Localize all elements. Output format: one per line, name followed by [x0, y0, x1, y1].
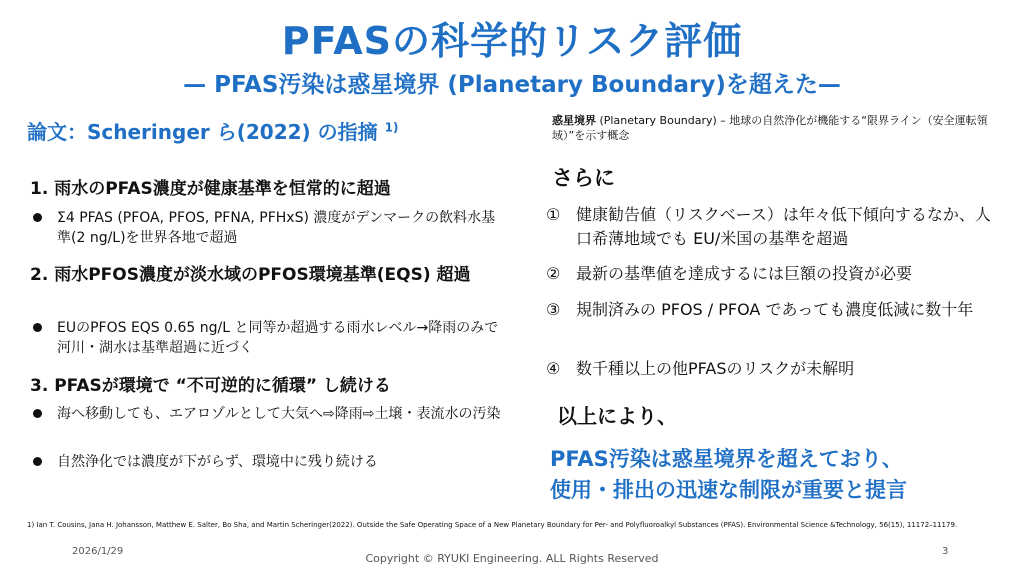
paper-reference-text: 論文：Scheringer ら(2022) の指摘	[27, 120, 378, 144]
bullet-text: EUのPFOS EQS 0.65 ng/L と同等か超過する雨水レベル→降雨のみで河川・湖水は基準超過に近づく	[57, 320, 499, 356]
copyright-notice: Copyright © RYUKI Engineering. ALL Rights Reserved	[365, 552, 659, 565]
bullet-dot-icon	[33, 409, 42, 418]
numbered-point-1	[546, 203, 1006, 253]
footnote-marker: 1)	[384, 120, 399, 135]
point-text: 規制済みの PFOS / PFOA であっても濃度低減に数十年	[576, 300, 974, 319]
point-marker: ①	[546, 205, 561, 224]
numbered-point-3	[546, 298, 1006, 348]
point-text: 数千種以上の他PFASのリスクが未解明	[576, 359, 855, 378]
numbered-point-2	[546, 262, 1006, 288]
point-marker: ③	[546, 300, 561, 319]
definition-text: (Planetary Boundary) – 地球の自然浄化が機能する“限界ライン（安全運転領域）”を示す概念	[552, 114, 988, 142]
finding-2-heading: 2. 雨水PFOS濃度が淡水域のPFOS環境基準(EQS) 超過	[30, 265, 471, 285]
bullet-dot-icon	[33, 213, 42, 222]
conclusion-line-1: PFAS汚染は惑星境界を超えており、	[550, 447, 903, 471]
furthermore-label: さらに	[552, 166, 615, 190]
point-text: 最新の基準値を達成するには巨額の投資が必要	[576, 264, 913, 283]
slide-subtitle: — PFAS汚染は惑星境界 (Planetary Boundary)を超えた—	[183, 72, 841, 98]
bullet-text: 自然浄化では濃度が下がらず、環境中に残り続ける	[57, 454, 378, 470]
slide-date: 2026/1/29	[72, 546, 124, 557]
definition-term: 惑星境界	[552, 114, 596, 127]
planetary-boundary-definition	[552, 113, 1002, 143]
citation-footnote: 1) Ian T. Cousins, Jana H. Johansson, Matthew E. Salter, Bo Sha, and Martin Scheringer(2022). Outside the Safe Operating Space of a New Planetary Boundary for Per- and Polyfluoroalkyl Substances (PFAS). Environmental Science &Technology, 56(15), 11172–11179.	[27, 521, 958, 529]
therefore-label: 以上により、	[557, 404, 677, 428]
numbered-point-4	[546, 357, 1006, 383]
slide-title: PFASの科学的リスク評価	[281, 19, 743, 63]
finding-3-bullet-1	[33, 404, 503, 448]
finding-3-bullet-2	[33, 452, 503, 474]
point-marker: ②	[546, 264, 561, 283]
paper-reference-heading	[27, 116, 398, 145]
finding-3-heading: 3. PFASが環境で “不可逆的に循環” し続ける	[30, 376, 391, 396]
bullet-text: Σ4 PFAS (PFOA, PFOS, PFNA, PFHxS) 濃度がデンマークの飲料水基準(2 ng/L)を世界各地で超過	[57, 210, 496, 246]
point-text: 健康勧告値（リスクベース）は年々低下傾向するなか、人口希薄地域でも EU/米国の基準を超過	[576, 205, 991, 248]
finding-1-bullet-1	[33, 208, 503, 252]
conclusion	[550, 444, 907, 506]
finding-2-bullet-1	[33, 318, 503, 362]
bullet-dot-icon	[33, 323, 42, 332]
bullet-dot-icon	[33, 457, 42, 466]
page-number: 3	[942, 546, 949, 557]
conclusion-line-2: 使用・排出の迅速な制限が重要と提言	[550, 478, 907, 502]
point-marker: ④	[546, 359, 561, 378]
bullet-text: 海へ移動しても、エアロゾルとして大気へ⇨降雨⇨土壌・表流水の汚染	[57, 406, 501, 422]
finding-1-heading: 1. 雨水のPFAS濃度が健康基準を恒常的に超過	[30, 179, 391, 199]
